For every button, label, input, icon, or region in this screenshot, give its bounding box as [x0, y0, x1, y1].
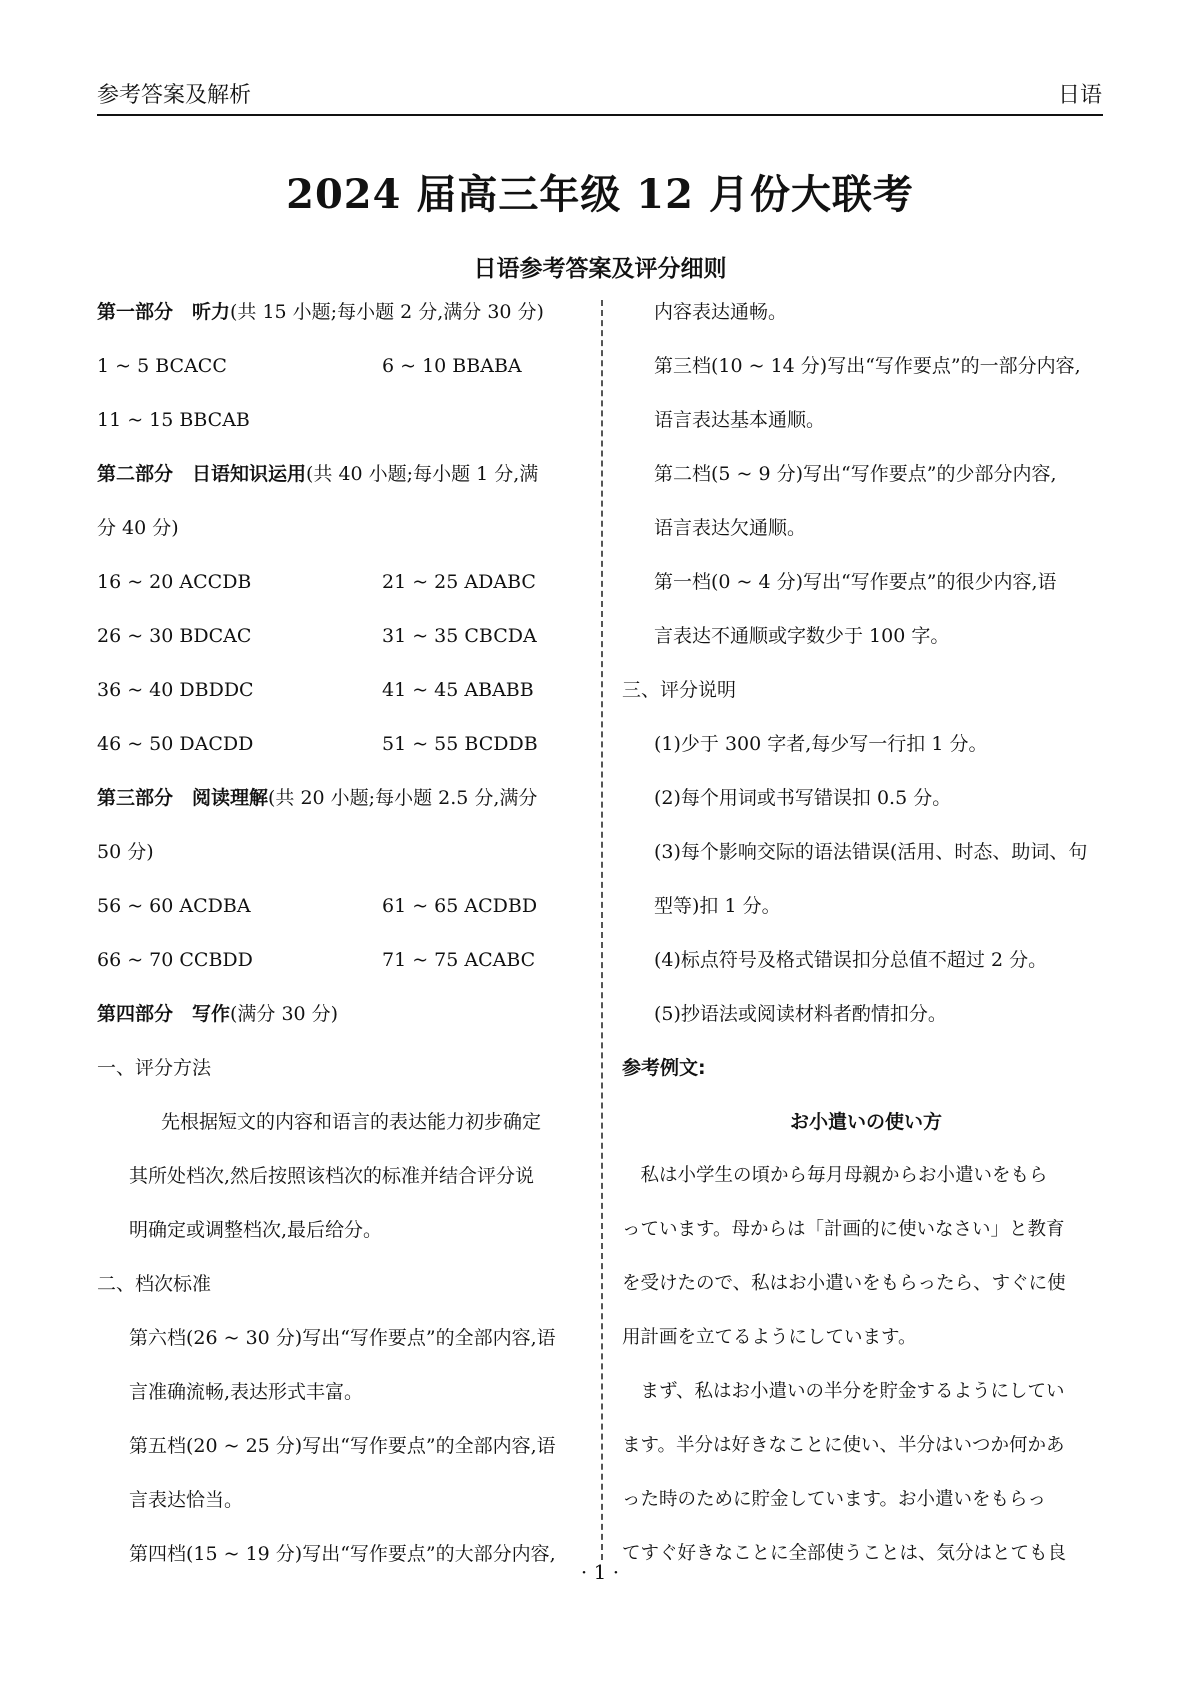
- answer-group: 16 ~ 20 ACCDB: [97, 571, 252, 593]
- section-heading: [97, 462, 597, 516]
- answer-row: [97, 948, 597, 1002]
- text-line: 第一档(0 ~ 4 分)写出“写作要点”的很少内容,语: [654, 571, 1057, 593]
- text-line: 语言表达欠通顺。: [654, 517, 807, 539]
- sample-essay-line: 用計画を立てるようにしています。: [622, 1327, 917, 1348]
- answer-group: 56 ~ 60 ACDBA: [97, 895, 251, 917]
- text-line: (1)少于 300 字者,每少写一行扣 1 分。: [654, 733, 988, 755]
- answer-row: [97, 570, 597, 624]
- text-line: (3)每个影响交际的语法错误(活用、时态、助词、句: [654, 841, 1088, 863]
- answer-group: 46 ~ 50 DACDD: [97, 733, 254, 755]
- section-heading-note: (共 15 小题;每小题 2 分,满分 30 分): [230, 301, 544, 323]
- answer-row: [97, 732, 597, 786]
- right-column: [622, 300, 1110, 1596]
- text-line: 言表达恰当。: [129, 1489, 244, 1511]
- section-heading-title: 第三部分 阅读理解: [97, 787, 269, 809]
- text-line: 50 分): [97, 841, 154, 863]
- sample-essay-line: っています。母からは「計画的に使いなさい」と教育: [622, 1219, 1065, 1240]
- sample-essay-line: てすぐ好きなことに全部使うことは、気分はとても良: [622, 1543, 1067, 1564]
- section-heading-note: (共 20 小题;每小题 2.5 分,满分: [268, 787, 538, 809]
- page-title: 2024 届高三年级 12 月份大联考: [286, 171, 914, 218]
- text-line: 分 40 分): [97, 517, 179, 539]
- column-divider: [601, 300, 603, 1560]
- text-line: 第四档(15 ~ 19 分)写出“写作要点”的大部分内容,: [129, 1543, 556, 1565]
- text-line: 第二档(5 ~ 9 分)写出“写作要点”的少部分内容,: [654, 463, 1057, 485]
- answer-group: 26 ~ 30 BDCAC: [97, 625, 252, 647]
- text-line: 二、档次标准: [97, 1273, 212, 1295]
- page-number: · 1 ·: [580, 1560, 620, 1584]
- answer-group: 41 ~ 45 ABABB: [382, 679, 534, 701]
- text-line: 第五档(20 ~ 25 分)写出“写作要点”的全部内容,语: [129, 1435, 556, 1457]
- text-line: 明确定或调整档次,最后给分。: [129, 1219, 383, 1241]
- sample-essay-line: ます。半分は好きなことに使い、半分はいつか何かあ: [622, 1435, 1065, 1456]
- sample-essay-line: った時のために貯金しています。お小遣いをもらっ: [622, 1489, 1047, 1510]
- answer-row: [97, 354, 597, 408]
- text-line: 一、评分方法: [97, 1057, 212, 1079]
- section-heading-title: 第一部分 听力: [97, 301, 231, 323]
- section-heading-note: (满分 30 分): [230, 1003, 339, 1025]
- answer-group: 61 ~ 65 ACDBD: [382, 895, 538, 917]
- section-heading: [97, 786, 597, 840]
- section-heading-note: (共 40 小题;每小题 1 分,满: [306, 463, 539, 485]
- answer-row: [97, 624, 597, 678]
- answer-group: 51 ~ 55 BCDDB: [382, 733, 538, 755]
- text-line: 11 ~ 15 BBCAB: [97, 409, 250, 431]
- text-line: 内容表达通畅。: [654, 301, 788, 323]
- section-heading-title: 第四部分 写作: [97, 1003, 231, 1025]
- section-heading: [97, 300, 597, 354]
- text-line: 言准确流畅,表达形式丰富。: [129, 1381, 364, 1403]
- text-line: 型等)扣 1 分。: [654, 895, 781, 917]
- header-subject: 日语: [1057, 83, 1102, 108]
- answer-group: 66 ~ 70 CCBDD: [97, 949, 253, 971]
- text-line: 语言表达基本通顺。: [654, 409, 826, 431]
- answer-group: 21 ~ 25 ADABC: [382, 571, 536, 593]
- answer-row: [97, 894, 597, 948]
- answer-group: 6 ~ 10 BBABA: [382, 355, 522, 377]
- answer-group: 31 ~ 35 CBCDA: [382, 625, 537, 647]
- text-line: 三、评分说明: [622, 679, 737, 701]
- text-line: (2)每个用词或书写错误扣 0.5 分。: [654, 787, 952, 809]
- text-line: (5)抄语法或阅读材料者酌情扣分。: [654, 1003, 947, 1025]
- answer-group: 1 ~ 5 BCACC: [97, 355, 227, 377]
- answer-group: 71 ~ 75 ACABC: [382, 949, 536, 971]
- sample-label: 参考例文:: [622, 1057, 706, 1079]
- section-heading: [97, 1002, 597, 1056]
- text-line: 第三档(10 ~ 14 分)写出“写作要点”的一部分内容,: [654, 355, 1081, 377]
- sample-essay-line: を受けたので、私はお小遣いをもらったら、すぐに使: [622, 1273, 1066, 1294]
- answer-row: [97, 678, 597, 732]
- page-subtitle: 日语参考答案及评分细则: [473, 256, 727, 282]
- text-line: 第六档(26 ~ 30 分)写出“写作要点”的全部内容,语: [129, 1327, 556, 1349]
- left-column: [97, 300, 597, 1596]
- section-heading-title: 第二部分 日语知识运用: [97, 463, 307, 485]
- sample-essay-line: 私は小学生の頃から毎月母親からお小遣いをもら: [622, 1165, 1048, 1186]
- text-line: 其所处档次,然后按照该档次的标准并结合评分说: [129, 1165, 535, 1187]
- text-line: (4)标点符号及格式错误扣分总值不超过 2 分。: [654, 949, 1048, 971]
- answer-group: 36 ~ 40 DBDDC: [97, 679, 254, 701]
- header-doc-type: 参考答案及解析: [97, 83, 252, 108]
- sample-essay-title: お小遣いの使い方: [789, 1111, 942, 1133]
- text-line: 先根据短文的内容和语言的表达能力初步确定: [161, 1111, 542, 1133]
- header-rule: [97, 114, 1103, 116]
- sample-essay-line: まず、私はお小遣いの半分を貯金するようにしてい: [622, 1381, 1065, 1402]
- text-line: 言表达不通顺或字数少于 100 字。: [654, 625, 950, 647]
